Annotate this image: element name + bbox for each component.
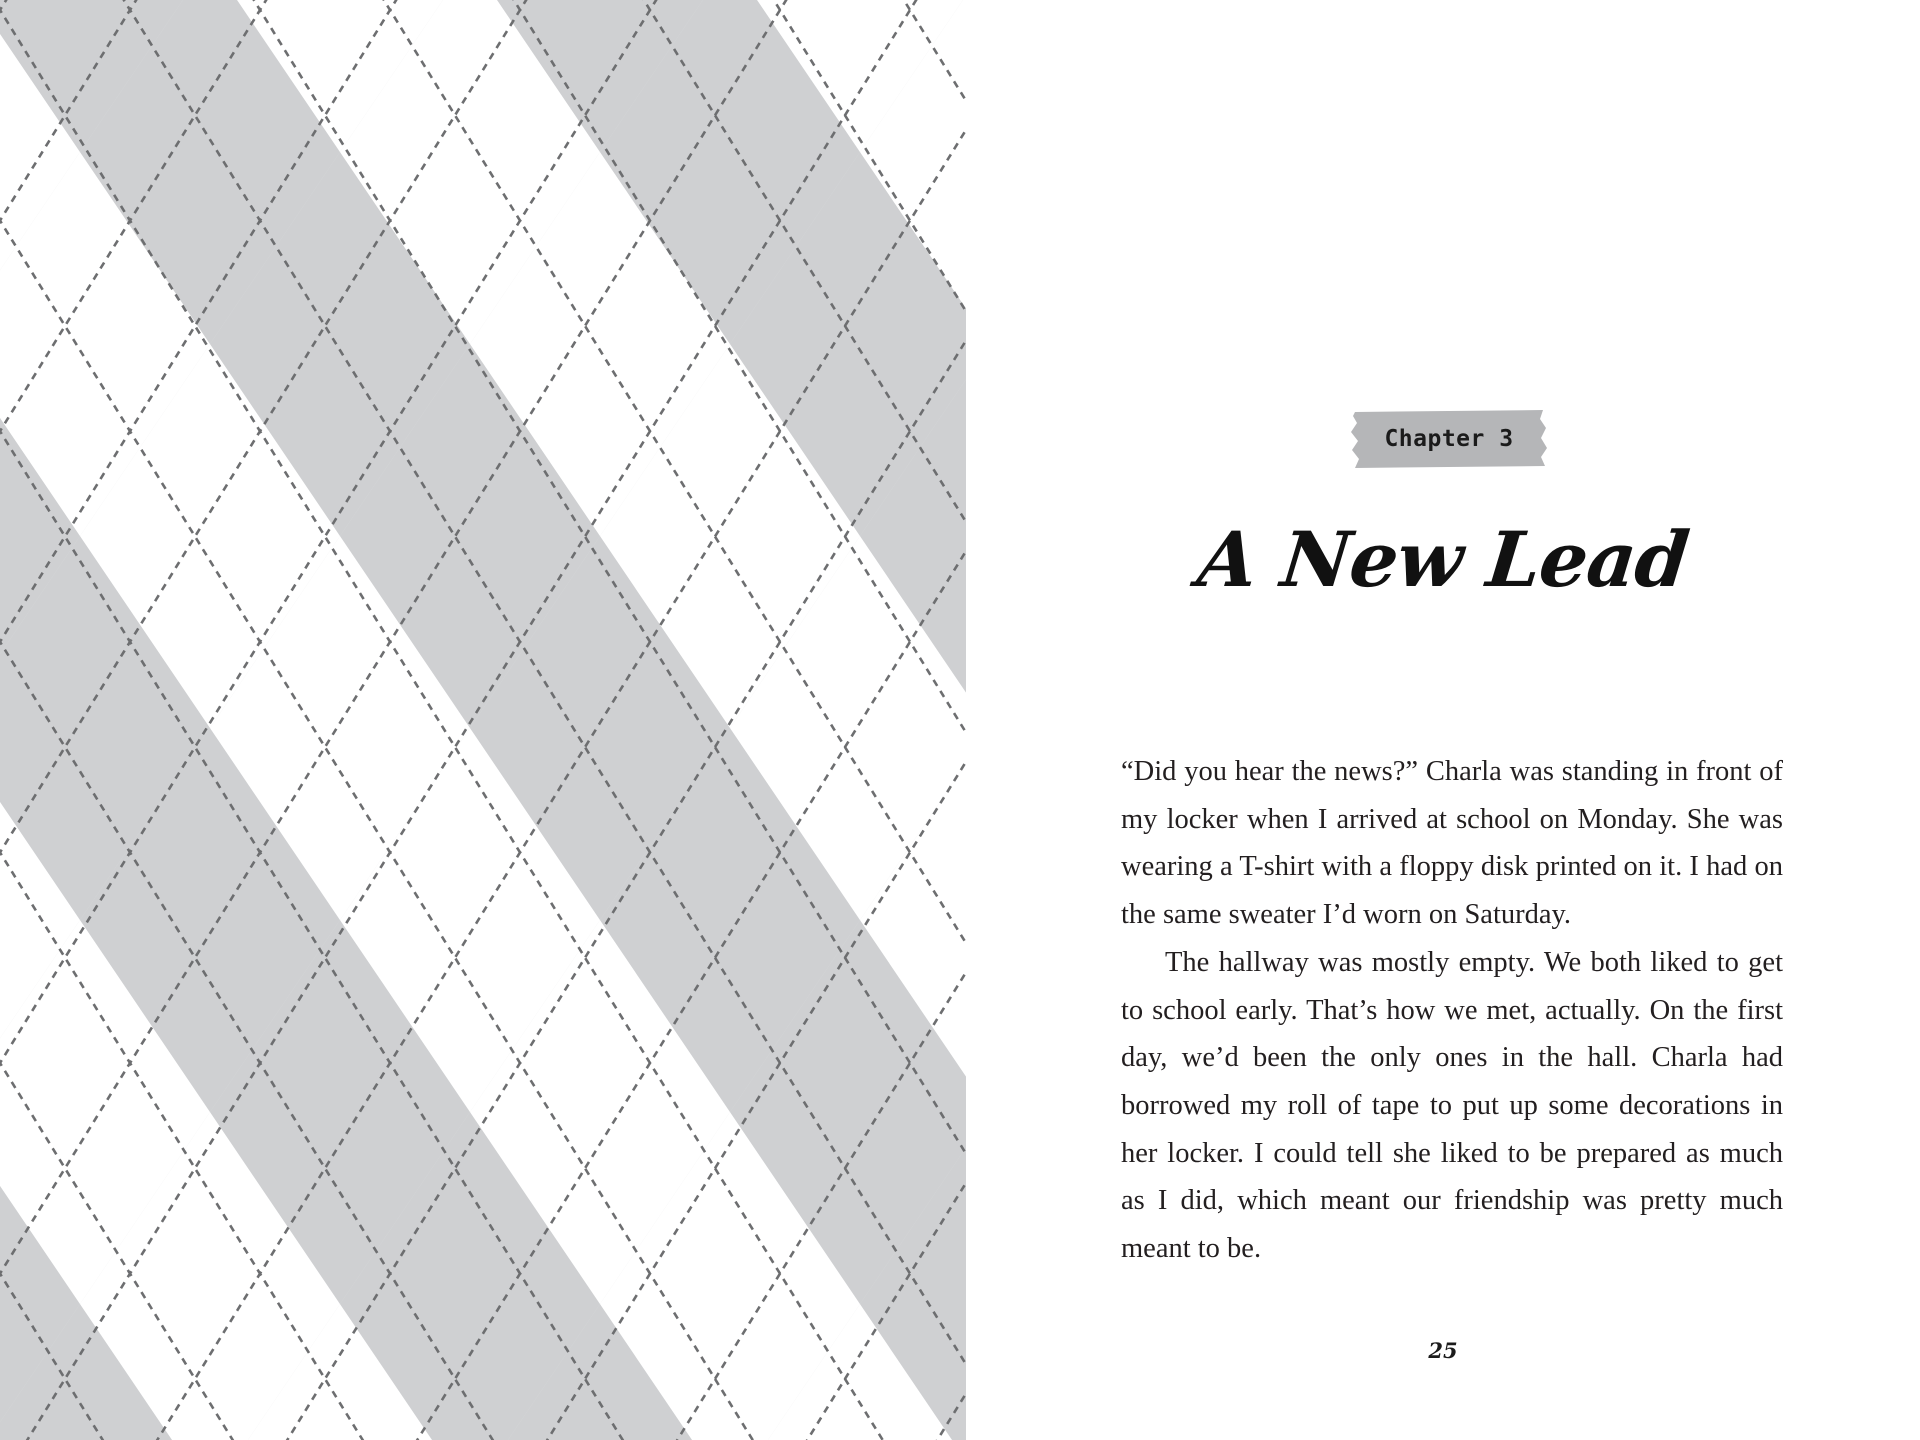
page-number: 25 — [1428, 1338, 1458, 1363]
chapter-tape-label — [1351, 410, 1547, 468]
chapter-body — [1121, 748, 1783, 1273]
paragraph: “Did you hear the news?” Charla was standing in front of my locker when I arrived at school on Monday. She was wearing a T-shirt with a floppy disk printed on it. I had on the same sweater I’d worn on Saturday. — [1121, 756, 1783, 931]
paragraph: The hallway was mostly empty. We both liked to get to school early. That’s how we met, actually. On the first day, we’d been the only ones in the hall. Charla had borrowed my roll of tape to put up some decorations in her locker. I could tell she liked to be prepared as much as I did, which meant our friendship was pretty much meant to be. — [1121, 946, 1783, 1265]
chapter-number: Chapter 3 — [1384, 426, 1514, 452]
chapter-title: A New Lead — [1193, 515, 1693, 604]
chapter-page — [966, 0, 1920, 1440]
